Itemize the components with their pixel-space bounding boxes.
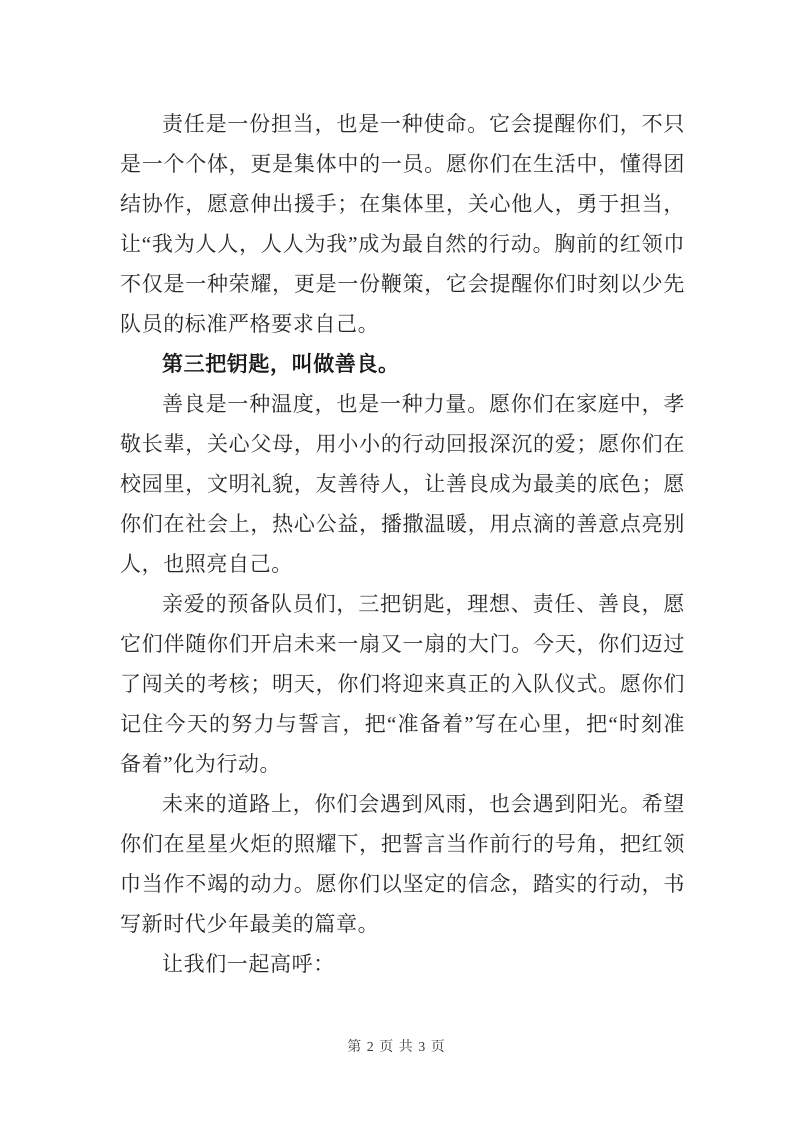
paragraph-responsibility: 责任是一份担当，也是一种使命。它会提醒你们，不只是一个个体，更是集体中的一员。愿你们在生活中，懂得团结协作，愿意伸出援手；在集体里，关心他人，勇于担当，让“我为人人，人人为我”成为最自然的行动。胸前的红领巾不仅是一种荣耀，更是一份鞭策，它会提醒你们时刻以少先队员的标准严格要求自己。 <box>120 112 685 336</box>
document-body <box>120 104 685 984</box>
paragraph-kindness: 善良是一种温度，也是一种力量。愿你们在家庭中，孝敬长辈，关心父母，用小小的行动回报深沉的爱；愿你们在校园里，文明礼貌，友善待人，让善良成为最美的底色；愿你们在社会上，热心公益，播撒温暖，用点滴的善意点亮别人，也照亮自己。 <box>120 392 685 576</box>
page-number-footer: 第 2 页 共 3 页 <box>347 1040 446 1055</box>
heading-third-key-kindness: 第三把钥匙，叫做善良。 <box>162 352 400 376</box>
paragraph-three-keys-summary: 亲爱的预备队员们，三把钥匙，理想、责任、善良，愿它们伴随你们开启未来一扇又一扇的大门。今天，你们迈过了闯关的考核；明天，你们将迎来真正的入队仪式。愿你们记住今天的努力与誓言，把“准备着”写在心里，把“时刻准备着”化为行动。 <box>120 592 685 776</box>
paragraph-future-road: 未来的道路上，你们会遇到风雨，也会遇到阳光。希望你们在星星火炬的照耀下，把誓言当作前行的号角，把红领巾当作不竭的动力。愿你们以坚定的信念，踏实的行动，书写新时代少年最美的篇章。 <box>120 792 685 936</box>
paragraph-call-to-shout: 让我们一起高呼： <box>162 952 335 976</box>
